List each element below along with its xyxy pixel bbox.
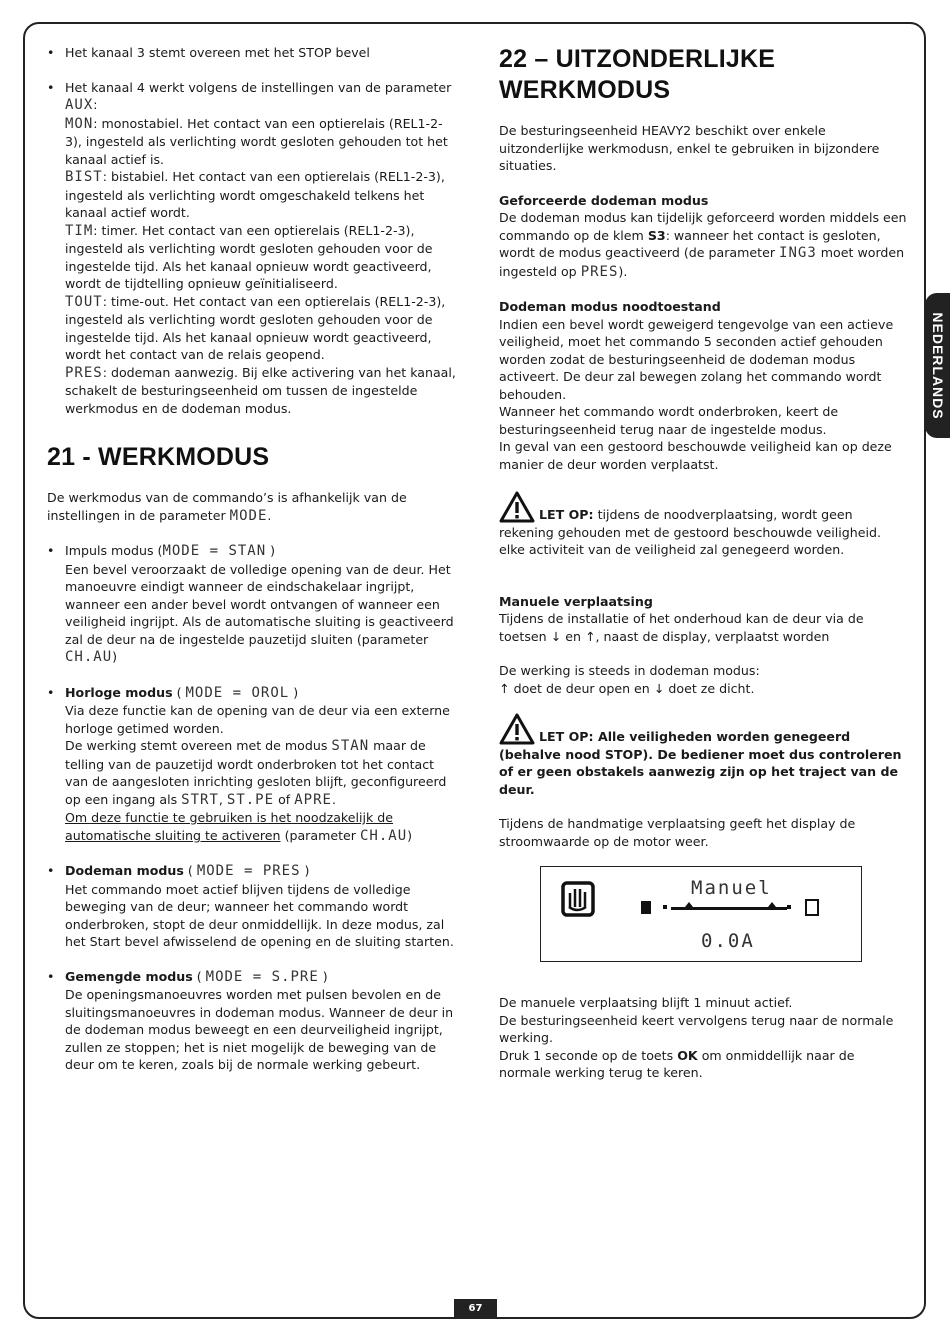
noodtoestand-title: Dodeman modus noodtoestand [499, 299, 721, 314]
bullet-dodeman: • Dodeman modus ( MODE = PRES ) Het commando moet actief blijven tijdens de volledige beweging van de deur; wanneer het commando wordt onderbroken, stopt de deur onmiddellijk. In deze modus, zal het Start bevel afwisselend de opening en de sluiting starten. [47, 862, 457, 951]
geforceerde-title: Geforceerde dodeman modus [499, 192, 709, 208]
pres-code: PRES [65, 364, 103, 381]
bullet-horloge: • Horloge modus ( MODE = OROL ) Via deze functie kan de opening van de deur via een externe horloge getimed worden. De werking stemt overeen met de modus STAN maar de telling van de pauzetijd wordt onderbroken tot het contact van de aangesloten inrichting gesloten blijft, geconfigureerd op een ingang als STRT, ST.PE of APRE. Om deze functie te gebruiken is het noodzakelijk de automatische sluiting te activeren (parameter CH.AU) [47, 684, 457, 846]
position-bar [641, 900, 818, 915]
arrow-up-icon: ↑ [584, 628, 596, 644]
bist-code: BIST [65, 169, 103, 185]
heading-22: 22 – UITZONDERLIJKE WERKMODUS [499, 45, 776, 104]
warning-icon [499, 491, 535, 523]
tout-code: TOUT [65, 293, 103, 310]
werkmodus-intro: De werkmodus van de commando’s is afhankelijk van de instellingen in de parameter MODE. [47, 490, 407, 524]
mon-code: MON [65, 115, 94, 132]
aux-code: AUX [65, 97, 94, 113]
manuele-title: Manuele verplaatsing [499, 593, 653, 609]
heading-21: 21 - WERKMODUS [47, 443, 270, 471]
hand-icon [563, 883, 593, 915]
uitzonderlijk-intro: De besturingseenheid HEAVY2 beschikt over enkele uitzonderlijke werkmodusn, enkel te gebruiken in bijzondere situaties. [499, 123, 880, 173]
right-column: 22 – UITZONDERLIJKE WERKMODUS De besturingseenheid HEAVY2 beschikt over enkele uitzonderlijke werkmodusn, enkel te gebruiken in bijzondere situaties. Geforceerde dodeman modus De dodeman modus kan tijdelijk geforceerd worden middels een commando op de klem S3: wanneer het contact is gesloten, wordt de modus geactiveerd (de parameter ING3 moet worden ingesteld op PRES). Dodeman modus noodtoestand Indien een bevel wordt geweigerd tengevolge van een actieve veiligheid, moet het commando 5 seconden actief gehouden worden zodat de besturingseenheid de dodeman modus activeert. De deur zal bewegen zolang het commando wordt behouden. Wanneer het commando wordt onderbroken, keert de besturingseenheid terug naar de ingestelde modus. In geval van een gestoord beschouwde veiligheid kan op deze manier de deur worden verplaatst. LET OP: tijdens de noodverplaatsing, wordt geen rekening gehouden met de gestoord beschouwde veiligheid. elke activiteit van de veiligheid zal genegeerd worden. Manuele verplaatsing Tijdens de installatie of het onderhoud kan de deur via de toetsen ↓ en ↑, naast de display, verplaatst worden De werking is steeds in dodeman modus: ↑ doet de deur open en ↓ doet ze dicht. LET OP: Alle veiligheden worden genegeerd (behalve nood STOP). De bediener moet dus controleren of er geen obstakels aanwezig zijn op het traject van de deur. Tijdens de handmatige verplaatsing geeft het display de stroomwaarde op de motor weer. De manuele verplaatsing blijft 1 minuut actief. De besturingseenheid keert vervolgens terug naar de normale werking. Druk 1 seconde op de toets OK om onmiddellijk naar de normale werking terug te keren. [499, 44, 909, 1082]
display-value: 0.0A [701, 930, 755, 952]
page-number: 67 [454, 1299, 497, 1319]
letop-warning-1: LET OP: tijdens de noodverplaatsing, wordt geen rekening gehouden met de gestoord beschouwde veiligheid. elke activiteit van de veiligheid zal genegeerd worden. [499, 491, 909, 559]
tim-code: TIM [65, 222, 94, 239]
arrow-up-icon: ↑ [499, 680, 510, 696]
bullet-gemengde: • Gemengde modus ( MODE = S.PRE ) De openingsmanoeuvres worden met pulsen bevolen en de sluitingsmanoeuvres in dodeman modus. Wanneer de deur in de dodeman modus beweegt en een deurveiligheid ingrijpt, zullen ze stoppen; het is niet mogelijk de beweging van de deur om te keren, zoals bij de normale werking gebeurt. [47, 968, 457, 1074]
geforceerde-text: De dodeman modus kan tijdelijk geforceerd worden middels een commando op de klem S3: wanneer het contact is gesloten, wordt de modus geactiveerd (de parameter ING3 moet worden ingesteld op PRES). [499, 210, 907, 280]
language-tab: NEDERLANDS [925, 293, 950, 438]
bullet-kanaal4: • Het kanaal 4 werkt volgens de instellingen van de parameter AUX: MON: monostabiel. Het contact van een optierelais (REL1-2-3), ingesteld als verlichting wordt gesloten gehouden tot het kanaal actief is. BIST: bistabiel. Het contact van een optierelais (REL1-2-3), ingesteld als verlichting wordt omgeschakeld telkens het kanaal actief wordt. TIM: timer. Het contact van een optierelais (REL1-2-3), ingesteld als verlichting wordt gesloten gehouden voor de ingestelde tijd. Als het kanaal opnieuw wordt geactiveerd, wordt de tijdtelling opnieuw geïnitialiseerd. TOUT: time-out. Het contact van een optierelais (REL1-2-3), ingesteld als verlichting wordt gesloten gehouden voor de ingestelde tijd. Als het kanaal opnieuw wordt geactiveerd, wordt het contact van de relais geopend. PRES: dodeman aanwezig. Bij elke activering van het kanaal, schakelt de besturingseenheid om tussen de ingestelde werkmodus en de dodeman modus. [47, 79, 457, 418]
arrow-down-icon: ↓ [653, 680, 665, 696]
left-column [47, 44, 457, 1074]
lcd-display [540, 866, 862, 962]
arrow-down-icon: ↓ [550, 628, 562, 644]
warning-icon [499, 713, 535, 745]
display-title: Manuel [691, 877, 772, 899]
bullet-impuls: • Impuls modus (MODE = STAN ) Een bevel veroorzaakt de volledige opening van de deur. Het manoeuvre eindigt wanneer de eindschakelaar ingrijpt, wanneer een ander bevel wordt ontvangen of wanneer een veiligheid ingrijpt. Als de automatische sluiting is geactiveerd zal de deur na de ingestelde pauzetijd sluiten (parameter CH.AU) [47, 542, 457, 667]
bullet-kanaal3: • Het kanaal 3 stemt overeen met het STOP bevel [47, 44, 457, 62]
letop-warning-2: LET OP: Alle veiligheden worden genegeerd (behalve nood STOP). De bediener moet dus controleren of er geen obstakels aanwezig zijn op het traject van de deur. [499, 713, 909, 798]
